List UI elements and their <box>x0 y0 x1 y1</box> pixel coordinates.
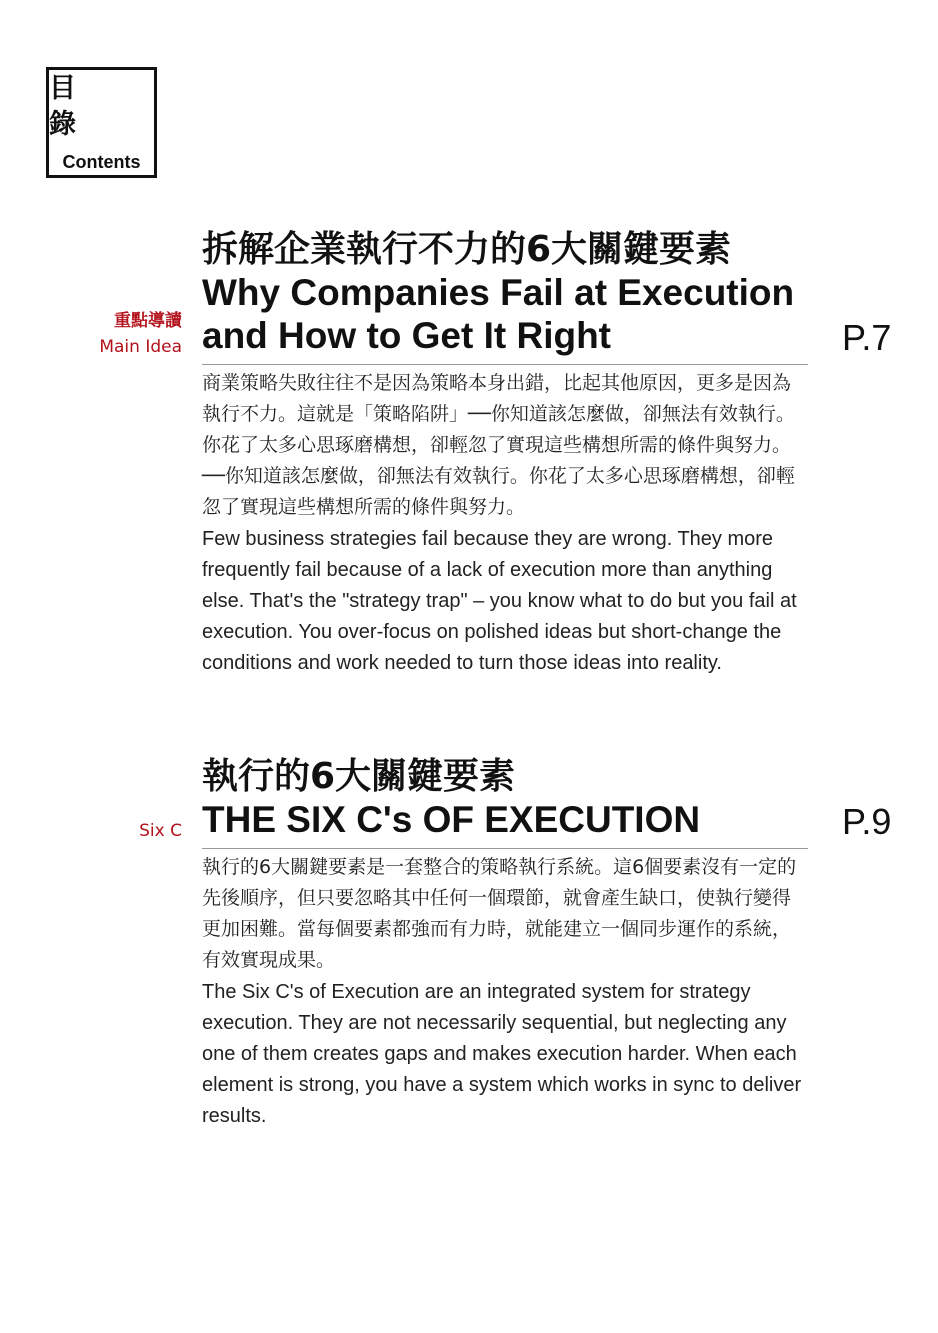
page-number[interactable]: P.7 <box>842 317 892 358</box>
section-title <box>202 228 822 357</box>
contents-title-zh: 目 錄 <box>49 72 98 140</box>
section-label-zh: 重點導讀 <box>114 311 182 331</box>
section-body-zh: 商業策略失敗往往不是因為策略本身出錯，比起其他原因，更多是因為執行不力。這就是「策略陷阱」──你知道該怎麼做，卻無法有效執行。你花了太多心思琢磨構想，卻輕忽了實現這些構想所需的條件與努力。──你知道該怎麼做，卻無法有效執行。你花了太多心思琢磨構想，卻輕忽了實現這些構想所需的條件與努力。 <box>202 372 795 518</box>
section-label-en: Main Idea <box>99 337 182 357</box>
contents-title-en: Contents <box>62 151 141 172</box>
section-title <box>202 755 822 841</box>
section-divider <box>202 364 808 365</box>
section-title-zh: 拆解企業執行不力的6大關鍵要素 <box>202 229 732 270</box>
section-title-en-line1: THE SIX C's OF EXECUTION <box>202 799 701 840</box>
section-label <box>99 308 182 360</box>
section-title-en-line1: Why Companies Fail at Execution <box>202 272 795 313</box>
section-divider <box>202 848 808 849</box>
section-body-en: The Six C's of Execution are an integrated system for strategy execution. They are not necessarily sequential, but neglecting any one of them creates gaps and makes execution harder. When each element is strong, you have a system which works in sync to deliver results. <box>202 981 802 1127</box>
section-title-zh: 執行的6大關鍵要素 <box>202 756 516 797</box>
section-body-zh: 執行的6大關鍵要素是一套整合的策略執行系統。這6個要素沒有一定的先後順序，但只要忽略其中任何一個環節，就會產生缺口，使執行變得更加困難。當每個要素都強而有力時，就能建立一個同步運作的系統，有效實現成果。 <box>202 856 797 971</box>
contents-box <box>46 67 157 178</box>
section-body-en: Few business strategies fail because they are wrong. They more frequently fail because of a lack of execution more than anything else. That's the "strategy trap" – you know what to do but you fail at execution. You over-focus on polished ideas but short-change the conditions and work needed to turn those ideas into reality. <box>202 528 797 674</box>
section-label <box>139 818 182 844</box>
page-number[interactable]: P.9 <box>842 801 892 842</box>
section-title-en-line2: and How to Get It Right <box>202 315 612 356</box>
section-label-en: Six C <box>139 821 182 841</box>
